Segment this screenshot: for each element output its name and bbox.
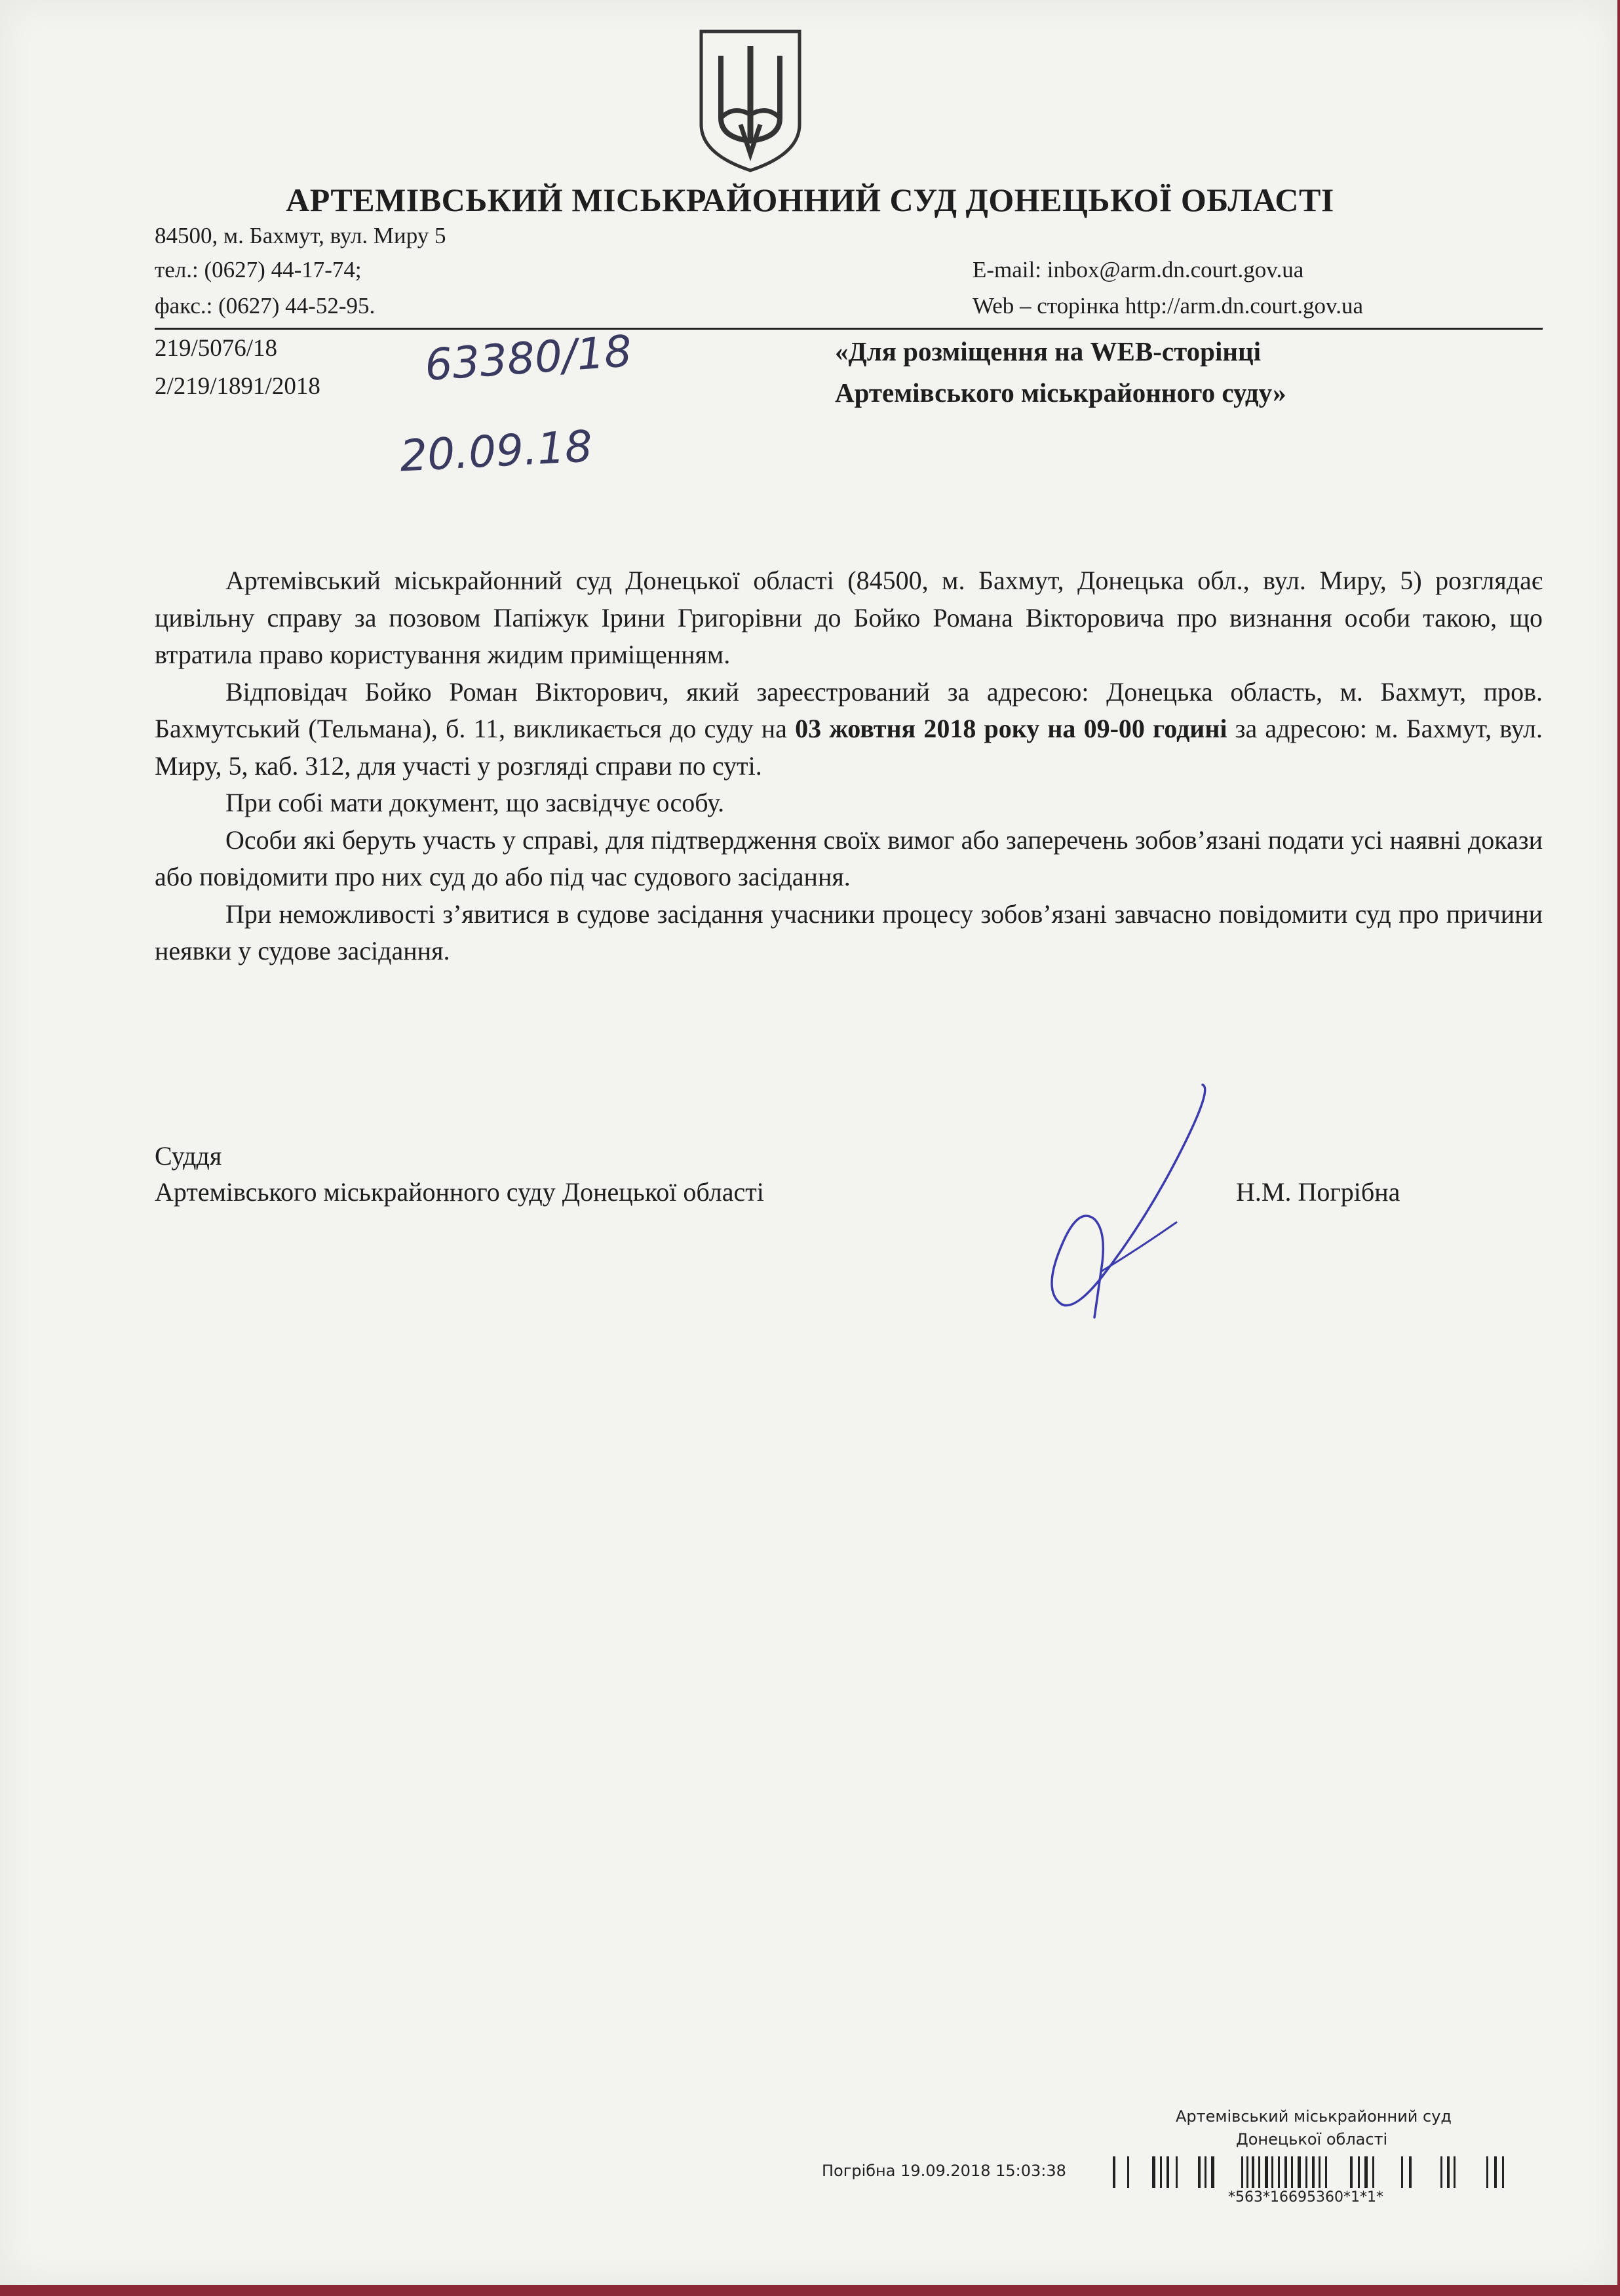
court-title: АРТЕМІВСЬКИЙ МІСЬКРАЙОННИЙ СУД ДОНЕЦЬКОЇ ОБЛАСТІ — [286, 182, 1334, 218]
court-email: E-mail: inbox@arm.dn.court.gov.ua — [973, 257, 1304, 282]
stamp-registration-time: Погрібна 19.09.2018 15:03:38 — [822, 2162, 1066, 2180]
notice-paragraph: Особи які беруть участь у справі, для підтвердження своїх вимог або заперечень зобов’язані подати усі наявні докази або повідомити про них суд до або під час судового засідання. — [155, 825, 1543, 891]
web-note-line1: «Для розміщення на WEB-сторінці — [835, 336, 1261, 366]
notice-paragraph: При собі мати документ, що засвідчує особу. — [225, 788, 725, 817]
handwritten-registration-number: 63380/18 — [423, 326, 634, 391]
case-number: 219/5076/18 — [155, 335, 278, 362]
judge-name: Н.М. Погрібна — [1236, 1177, 1400, 1207]
barcode-icon — [1113, 2156, 1545, 2188]
handwritten-signature-icon — [1016, 1075, 1212, 1324]
signature-role: Суддя — [155, 1141, 222, 1171]
notice-paragraph: Артемівський міськрайонний суд Донецької області (84500, м. Бахмут, Донецька обл., вул. Миру, 5) розглядає цивільну справу за позовом Папіжук Ірини Григорівни до Бойко Романа Вікторовича про визнання особи такою, що втратила право користування жидим приміщенням. — [155, 566, 1543, 669]
court-phone: тел.: (0627) 44-17-74; — [155, 257, 362, 282]
notice-paragraph — [155, 674, 1543, 785]
notice-body — [155, 562, 1543, 970]
handwritten-date: 20.09.18 — [398, 421, 594, 482]
proceeding-number: 2/219/1891/2018 — [155, 373, 320, 400]
barcode-text: *563*16695360*1*1* — [1228, 2189, 1383, 2206]
hearing-datetime: 03 жовтня 2018 року на 09-00 годині — [795, 714, 1227, 743]
trident-emblem-icon — [695, 26, 806, 174]
court-address: 84500, м. Бахмут, вул. Миру 5 — [155, 223, 446, 248]
header-divider — [155, 328, 1543, 330]
court-fax: факс.: (0627) 44-52-95. — [155, 293, 376, 319]
notice-paragraph: При неможливості з’явитися в судове засідання учасники процесу зобов’язані завчасно повідомити суд про причини неявки у судове засідання. — [155, 899, 1543, 965]
stamp-court-line2: Донецької області — [1236, 2130, 1388, 2149]
court-website: Web – сторінка http://arm.dn.court.gov.ua — [973, 293, 1364, 319]
notice-text: Відповідач Бойко Роман Вікторович, який зареєстрований за адресою: Донецька область, м. Бахмут, пров. Бахмутський (Тельмана), б. 11, викликається до суду на — [155, 676, 1543, 743]
stamp-court-line1: Артемівський міськрайонний суд — [1176, 2107, 1452, 2126]
signature-court: Артемівського міськрайонного суду Донецької області — [155, 1177, 764, 1207]
web-note-line2: Артемівського міськрайонного суду» — [835, 378, 1286, 408]
notice-text: за адресою: м. Бахмут, вул. Миру, 5, каб. 312, для участі у розгляді справи по суті. — [155, 714, 1543, 781]
